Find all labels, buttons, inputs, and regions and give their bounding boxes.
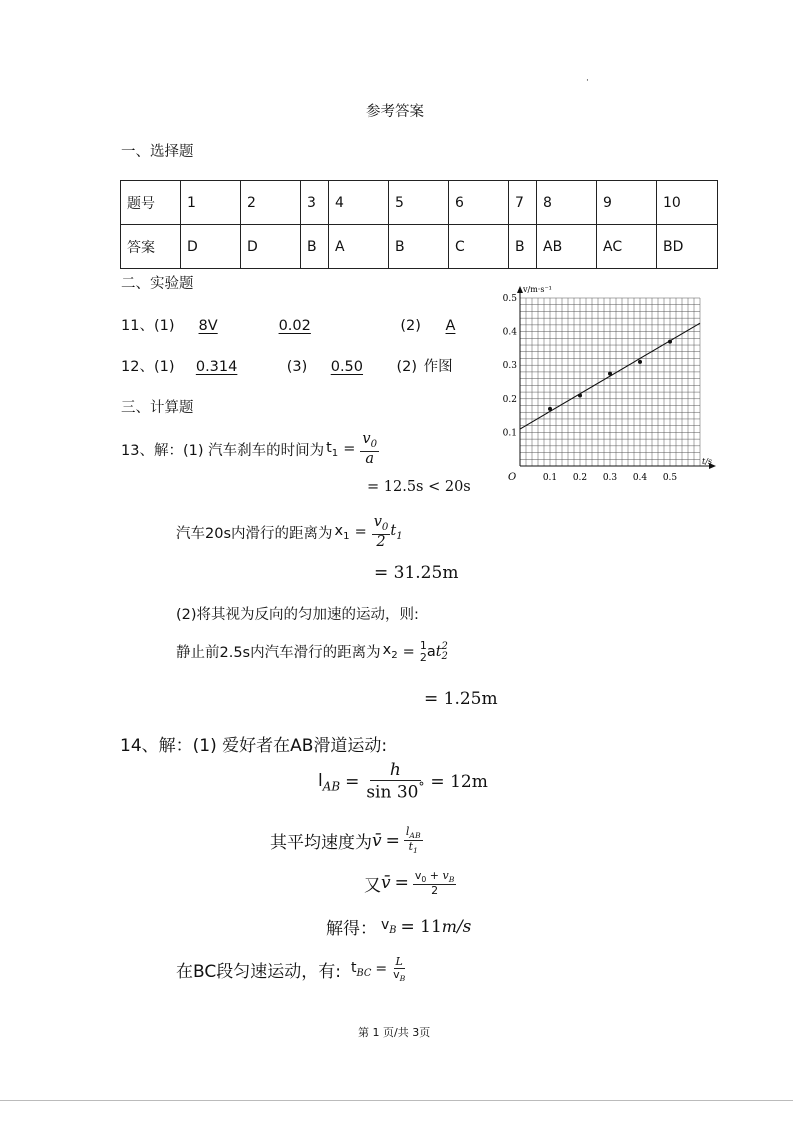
- q14-t1: t: [408, 840, 413, 854]
- answer-cell: AC: [597, 225, 657, 269]
- q14-l: l: [318, 770, 323, 791]
- vt-graph: [494, 284, 724, 484]
- q13-v0: v: [362, 431, 371, 447]
- q13-text-4: 静止前2.5s内汽车滑行的距离为: [176, 645, 381, 662]
- q13-result-2: = 31.25m: [374, 563, 459, 583]
- question-number-cell: 9: [597, 181, 657, 225]
- q13-v0-sub: 0: [370, 438, 378, 450]
- q13-x1-sub: 1: [343, 530, 350, 542]
- table-row-numbers: [121, 181, 718, 225]
- q14-line-6: [176, 956, 407, 983]
- dot-mark: ·: [586, 76, 589, 86]
- q13-t1-sub: 1: [331, 447, 339, 459]
- q14-fraction-2: [404, 826, 423, 856]
- question-number-cell: 5: [389, 181, 449, 225]
- q13-half: [420, 640, 427, 663]
- origin-label: O: [508, 472, 517, 483]
- q13-t2: t: [435, 643, 442, 660]
- q14-t1-sub: 1: [412, 846, 418, 856]
- q14-eq-4: =: [375, 961, 388, 978]
- data-point: [548, 407, 552, 411]
- y-tick-label: 0.1: [502, 428, 517, 439]
- answer-cell: B: [301, 225, 329, 269]
- q13-t: t: [390, 522, 397, 539]
- q14-vb2: v: [381, 917, 390, 934]
- y-tick-label: 0.4: [502, 327, 517, 338]
- answer-cell: AB: [537, 225, 597, 269]
- q13-result-4: = 1.25m: [424, 689, 498, 709]
- q14-plus: +: [429, 869, 443, 882]
- answer-cell: D: [241, 225, 301, 269]
- answer-cell: B: [509, 225, 537, 269]
- q11-answer-3: A: [445, 318, 456, 334]
- data-point: [608, 372, 612, 376]
- q13-half-num: 1: [419, 639, 427, 652]
- answer-table: [120, 180, 718, 269]
- q14-den-2: 2: [431, 884, 439, 898]
- x-tick-label: 0.2: [572, 473, 588, 483]
- question-number-cell: 7: [509, 181, 537, 225]
- q13-result-1: = 12.5s < 20s: [367, 479, 471, 495]
- page-footer-number: 第 1 页/共 3页: [358, 1026, 431, 1039]
- section-experiment: 二、实验题: [121, 276, 194, 292]
- q13-a: a: [365, 450, 375, 467]
- q11-line: [121, 314, 471, 335]
- answer-cell: BD: [657, 225, 718, 269]
- q14-vb-sub: B: [448, 875, 455, 885]
- data-point: [668, 340, 672, 344]
- q14-vbar: v̄: [372, 830, 382, 851]
- q14-line-2: [318, 762, 488, 802]
- q14-deg: °: [418, 779, 425, 794]
- answer-cell: B: [389, 225, 449, 269]
- data-point: [578, 393, 582, 397]
- q13-t2-sup: 2: [441, 640, 448, 652]
- question-number-cell: 2: [241, 181, 301, 225]
- q13-eq: =: [343, 441, 356, 458]
- q14-vb2-sub: B: [389, 924, 397, 936]
- q13-half-den: 2: [419, 650, 427, 664]
- q14-eq-1: =: [345, 772, 360, 793]
- q11-answer-2: 0.02: [278, 318, 311, 334]
- table-header-label: 题号: [121, 181, 181, 225]
- question-number-cell: 8: [537, 181, 597, 225]
- q14-eq-2: =: [385, 830, 400, 851]
- x-tick-label: 0.1: [542, 473, 558, 483]
- answer-cell: A: [329, 225, 389, 269]
- q14-line-5: [326, 914, 471, 939]
- q13-fraction-1: [360, 432, 379, 467]
- q14-l2-sub: AB: [409, 831, 421, 841]
- q13-a2: a: [426, 643, 436, 660]
- y-axis-label: v/m·s⁻¹: [523, 285, 552, 294]
- question-number-cell: 3: [301, 181, 329, 225]
- question-number-cell: 6: [449, 181, 509, 225]
- q14-unit-m: m: [441, 917, 457, 936]
- answer-cell: D: [181, 225, 241, 269]
- q13-line-2: [176, 515, 403, 550]
- q13-eq-3: =: [402, 643, 415, 660]
- q14-vb3: v: [393, 967, 400, 981]
- q13-line-3: (2)将其视为反向的匀加速的运动，则:: [176, 607, 419, 623]
- q13-line-4: [176, 640, 448, 663]
- q14-l2: l: [405, 825, 410, 838]
- q13-x1: x: [334, 522, 344, 539]
- q12-answer-1: 0.314: [195, 359, 238, 375]
- q14-vb: v: [442, 869, 449, 882]
- question-number-cell: 10: [657, 181, 718, 225]
- q11-part2-prefix: (2): [400, 318, 421, 334]
- q14-line-1: 14、解：(1) 爱好者在AB滑道运动:: [120, 736, 388, 756]
- question-number-cell: 1: [181, 181, 241, 225]
- section-choice: 一、选择题: [121, 144, 194, 160]
- footer-rule: [0, 1100, 793, 1101]
- q13-line-1: [121, 432, 379, 467]
- q14-tbc-sub: BC: [356, 967, 372, 979]
- q14-result-1: = 12m: [430, 772, 488, 793]
- y-tick-label: 0.2: [502, 394, 517, 405]
- q13-t1: t: [326, 439, 332, 456]
- y-tick-label: 0.5: [502, 294, 517, 304]
- q14-text-5: 在BC段匀速运动，有:: [176, 961, 341, 982]
- y-tick-label: 0.3: [502, 361, 517, 372]
- q13-text-2: 汽车20s内滑行的距离为: [176, 525, 333, 542]
- q14-h: h: [370, 762, 421, 781]
- q13-v0-sub-2: 0: [381, 521, 389, 533]
- q14-l-sub: AB: [322, 779, 341, 794]
- page-title: 参考答案: [366, 104, 424, 120]
- data-point: [638, 360, 642, 364]
- section-calculation: 三、计算题: [121, 400, 194, 416]
- x-tick-label: 0.3: [602, 473, 618, 483]
- q14-text-2: 其平均速度为: [270, 833, 372, 854]
- q14-eq-3: =: [394, 873, 409, 894]
- q14-vbar-2: v̄: [381, 873, 391, 894]
- q12-line: [121, 355, 453, 376]
- q14-fraction-1: [364, 762, 426, 802]
- table-row-answers: [121, 225, 718, 269]
- q14-line-4: [364, 870, 456, 897]
- q14-result-4: = 11: [400, 916, 442, 937]
- q14-line-3: [270, 826, 423, 856]
- q14-text-3: 又: [364, 875, 381, 896]
- x-tick-label: 0.5: [662, 473, 678, 483]
- q11-prefix: 11、(1): [121, 318, 175, 334]
- q13-text-1: 13、解：(1) 汽车刹车的时间为: [121, 442, 325, 459]
- q12-part2-prefix: (2): [396, 359, 418, 375]
- x-tick-label: 0.4: [632, 473, 648, 483]
- q11-answer-1: 8V: [198, 318, 218, 334]
- q14-fraction-3: [413, 870, 457, 897]
- q14-L: L: [395, 955, 403, 968]
- q14-text-4: 解得：: [326, 919, 377, 939]
- q14-unit-s: /s: [456, 916, 472, 937]
- x-axis-label: t/s: [702, 457, 713, 466]
- q13-v0-2: v: [373, 514, 382, 530]
- q13-x2: x: [382, 642, 392, 659]
- q14-vb3-sub: B: [399, 973, 406, 983]
- q14-tbc: t: [350, 960, 357, 976]
- q13-two: 2: [376, 533, 386, 550]
- q14-sin: sin 30: [366, 782, 419, 803]
- q13-x2-sub: 2: [391, 649, 398, 661]
- q12-prefix: 12、(1): [121, 359, 175, 375]
- q12-answer-2: 0.50: [330, 359, 364, 375]
- q12-answer-3: 作图: [423, 359, 453, 375]
- q13-t-sub: 1: [396, 530, 403, 542]
- q13-t2-sub: 2: [441, 650, 448, 662]
- q14-fraction-4: [391, 956, 407, 983]
- q13-eq-2: =: [354, 524, 367, 541]
- answer-cell: C: [449, 225, 509, 269]
- question-number-cell: 4: [329, 181, 389, 225]
- q14-v0-sub: 0: [421, 875, 427, 885]
- q14-v0: v: [414, 869, 422, 882]
- q13-fraction-2: [372, 515, 391, 550]
- table-answer-label: 答案: [121, 225, 181, 269]
- q12-part3-prefix: (3): [286, 359, 308, 375]
